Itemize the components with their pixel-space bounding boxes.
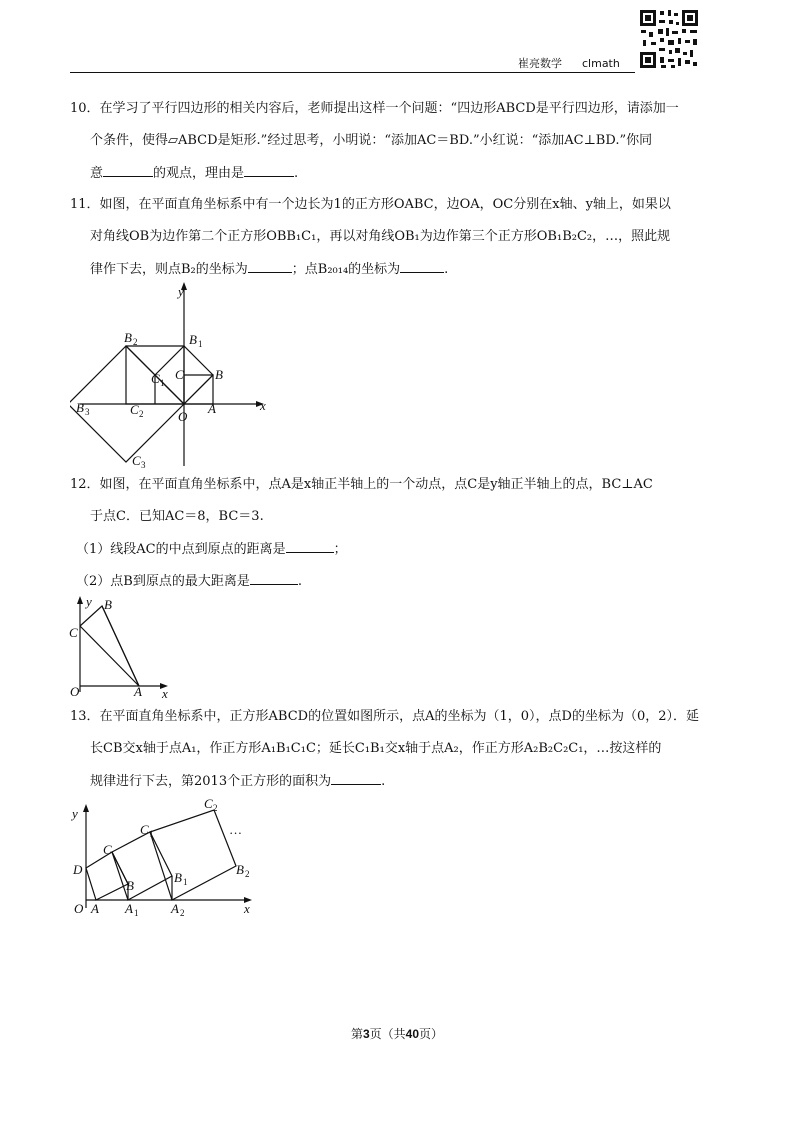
label-B: B (126, 878, 134, 893)
label-B3: B (76, 400, 84, 415)
label-C3: C (132, 453, 141, 468)
label-B: B (104, 597, 112, 612)
square-A1B1C1C (112, 832, 172, 900)
label-C: C (175, 367, 184, 382)
label-B2: B (236, 862, 244, 877)
label-B1: B (174, 870, 182, 885)
q10-line-3 (90, 164, 298, 183)
label-C1: C (140, 822, 149, 837)
q10-line-2: 个条件，使得▱ABCD是矩形.”经过思考，小明说：“添加AC＝BD.”小红说：“添加AC⊥BD.”你同 (90, 133, 653, 148)
q11-line-3 (90, 260, 448, 279)
q13-line-2: 长CB交x轴于点A₁，作正方形A₁B₁C₁C；延长C₁B₁交x轴于点A₂，作正方形A₂B₂C₂C₁，…按这样的 (90, 741, 662, 756)
q12-line-4 (76, 572, 302, 591)
y-arrow (77, 596, 83, 604)
q10-text-end: . (294, 166, 299, 181)
q12-text-part1-end: ； (333, 542, 347, 557)
label-B3-sub: 3 (85, 407, 90, 417)
label-C: C (103, 842, 112, 857)
label-O: O (70, 684, 80, 699)
q13-line-3 (90, 772, 385, 791)
label-B1-sub: 1 (198, 339, 203, 349)
answer-blank[interactable] (286, 540, 334, 553)
label-C1: C (151, 371, 160, 386)
footer-post: 页） (419, 1027, 444, 1041)
label-C1-sub: 1 (160, 378, 165, 388)
label-B: B (215, 367, 223, 382)
label-x: x (260, 398, 266, 413)
q12-text-part1: （1）线段AC的中点到原点的距离是 (76, 542, 286, 557)
square-A2B2C2C1 (150, 810, 236, 900)
label-B1-sub: 1 (183, 877, 188, 887)
label-C2: C (130, 402, 139, 417)
q12-line-2: 于点C．已知AC＝8，BC＝3. (90, 509, 264, 524)
q11-line-1: 11．如图，在平面直角坐标系中有一个边长为1的正方形OABC，边OA，OC分别在x轴、y轴上，如果以 (70, 197, 671, 212)
label-C: C (69, 625, 78, 640)
label-C3-sub: 3 (141, 460, 146, 470)
answer-blank[interactable] (248, 260, 292, 273)
label-B2-sub: 2 (245, 869, 250, 879)
header-brand: 崔亮数学 (518, 57, 562, 70)
answer-blank[interactable] (244, 164, 294, 177)
label-O: O (178, 409, 188, 424)
label-B2-sub: 2 (133, 337, 138, 347)
q10-line-1: 10．在学习了平行四边形的相关内容后，老师提出这样一个问题：“四边形ABCD是平行四边形，请添加一 (70, 101, 679, 116)
label-y: y (72, 806, 78, 821)
label-A: A (134, 684, 142, 699)
q12-line-3 (76, 540, 347, 559)
header-site: clmath (582, 57, 620, 70)
q13-text-area: 规律进行下去，第2013个正方形的面积为 (90, 774, 332, 789)
label-A: A (91, 901, 99, 916)
label-A1: A (125, 901, 133, 916)
y-arrow (83, 804, 89, 812)
q13-figure (70, 796, 265, 921)
footer-mid: 页（共 (369, 1027, 406, 1041)
q12-text-part2: （2）点B到原点的最大距离是 (76, 574, 250, 589)
q11-line-2: 对角线OB为边作第二个正方形OBB₁C₁，再以对角线OB₁为边作第三个正方形OB₁B₂C₂，…，照此规 (90, 229, 671, 244)
q12-text-part2-end: . (297, 574, 302, 589)
label-y: y (178, 284, 184, 299)
square-ABCD (86, 852, 128, 900)
label-C2-sub: 2 (139, 409, 144, 419)
segment-BA (102, 606, 139, 686)
label-A1-sub: 1 (134, 908, 139, 918)
label-ellipsis: … (230, 822, 242, 837)
q11-text-end: . (444, 262, 449, 277)
page-number: 3 (362, 1027, 370, 1041)
label-C1-sub: 1 (149, 829, 154, 839)
q13-text-end: . (381, 774, 386, 789)
q12-line-1: 12．如图，在平面直角坐标系中，点A是x轴正半轴上的一个动点，点C是y轴正半轴上的点，BC⊥AC (70, 477, 653, 492)
answer-blank[interactable] (400, 260, 444, 273)
label-B1: B (189, 332, 197, 347)
header-divider (70, 72, 635, 73)
diagonal-OB (184, 375, 213, 404)
q11-text-b2: 律作下去，则点B₂的坐标为 (90, 262, 248, 277)
q12-figure (64, 592, 184, 700)
triangle-ABC (80, 606, 139, 686)
label-B2: B (124, 330, 132, 345)
page-total: 40 (405, 1027, 420, 1041)
label-A: A (208, 401, 216, 416)
answer-blank[interactable] (331, 772, 381, 785)
label-A2: A (171, 901, 179, 916)
label-y: y (86, 594, 92, 609)
qr-code-icon (638, 8, 700, 70)
label-D: D (73, 862, 83, 877)
page-footer (0, 1025, 794, 1042)
q10-text-reason: 的观点，理由是 (153, 166, 245, 181)
label-C2: C (204, 796, 213, 811)
label-C2-sub: 2 (213, 803, 218, 813)
q11-text-b2014: ；点B₂₀₁₄的坐标为 (291, 262, 401, 277)
q13-line-1: 13．在平面直角坐标系中，正方形ABCD的位置如图所示，点A的坐标为（1，0），点D的坐标为（0，2）．延 (70, 709, 699, 724)
q10-text-agree: 意 (90, 166, 104, 181)
label-A2-sub: 2 (180, 908, 185, 918)
label-x: x (162, 686, 168, 700)
answer-blank[interactable] (103, 164, 153, 177)
label-x: x (244, 901, 250, 916)
label-O: O (74, 901, 84, 916)
q11-figure (70, 280, 280, 470)
answer-blank[interactable] (250, 572, 298, 585)
footer-pre: 第 (350, 1027, 363, 1041)
